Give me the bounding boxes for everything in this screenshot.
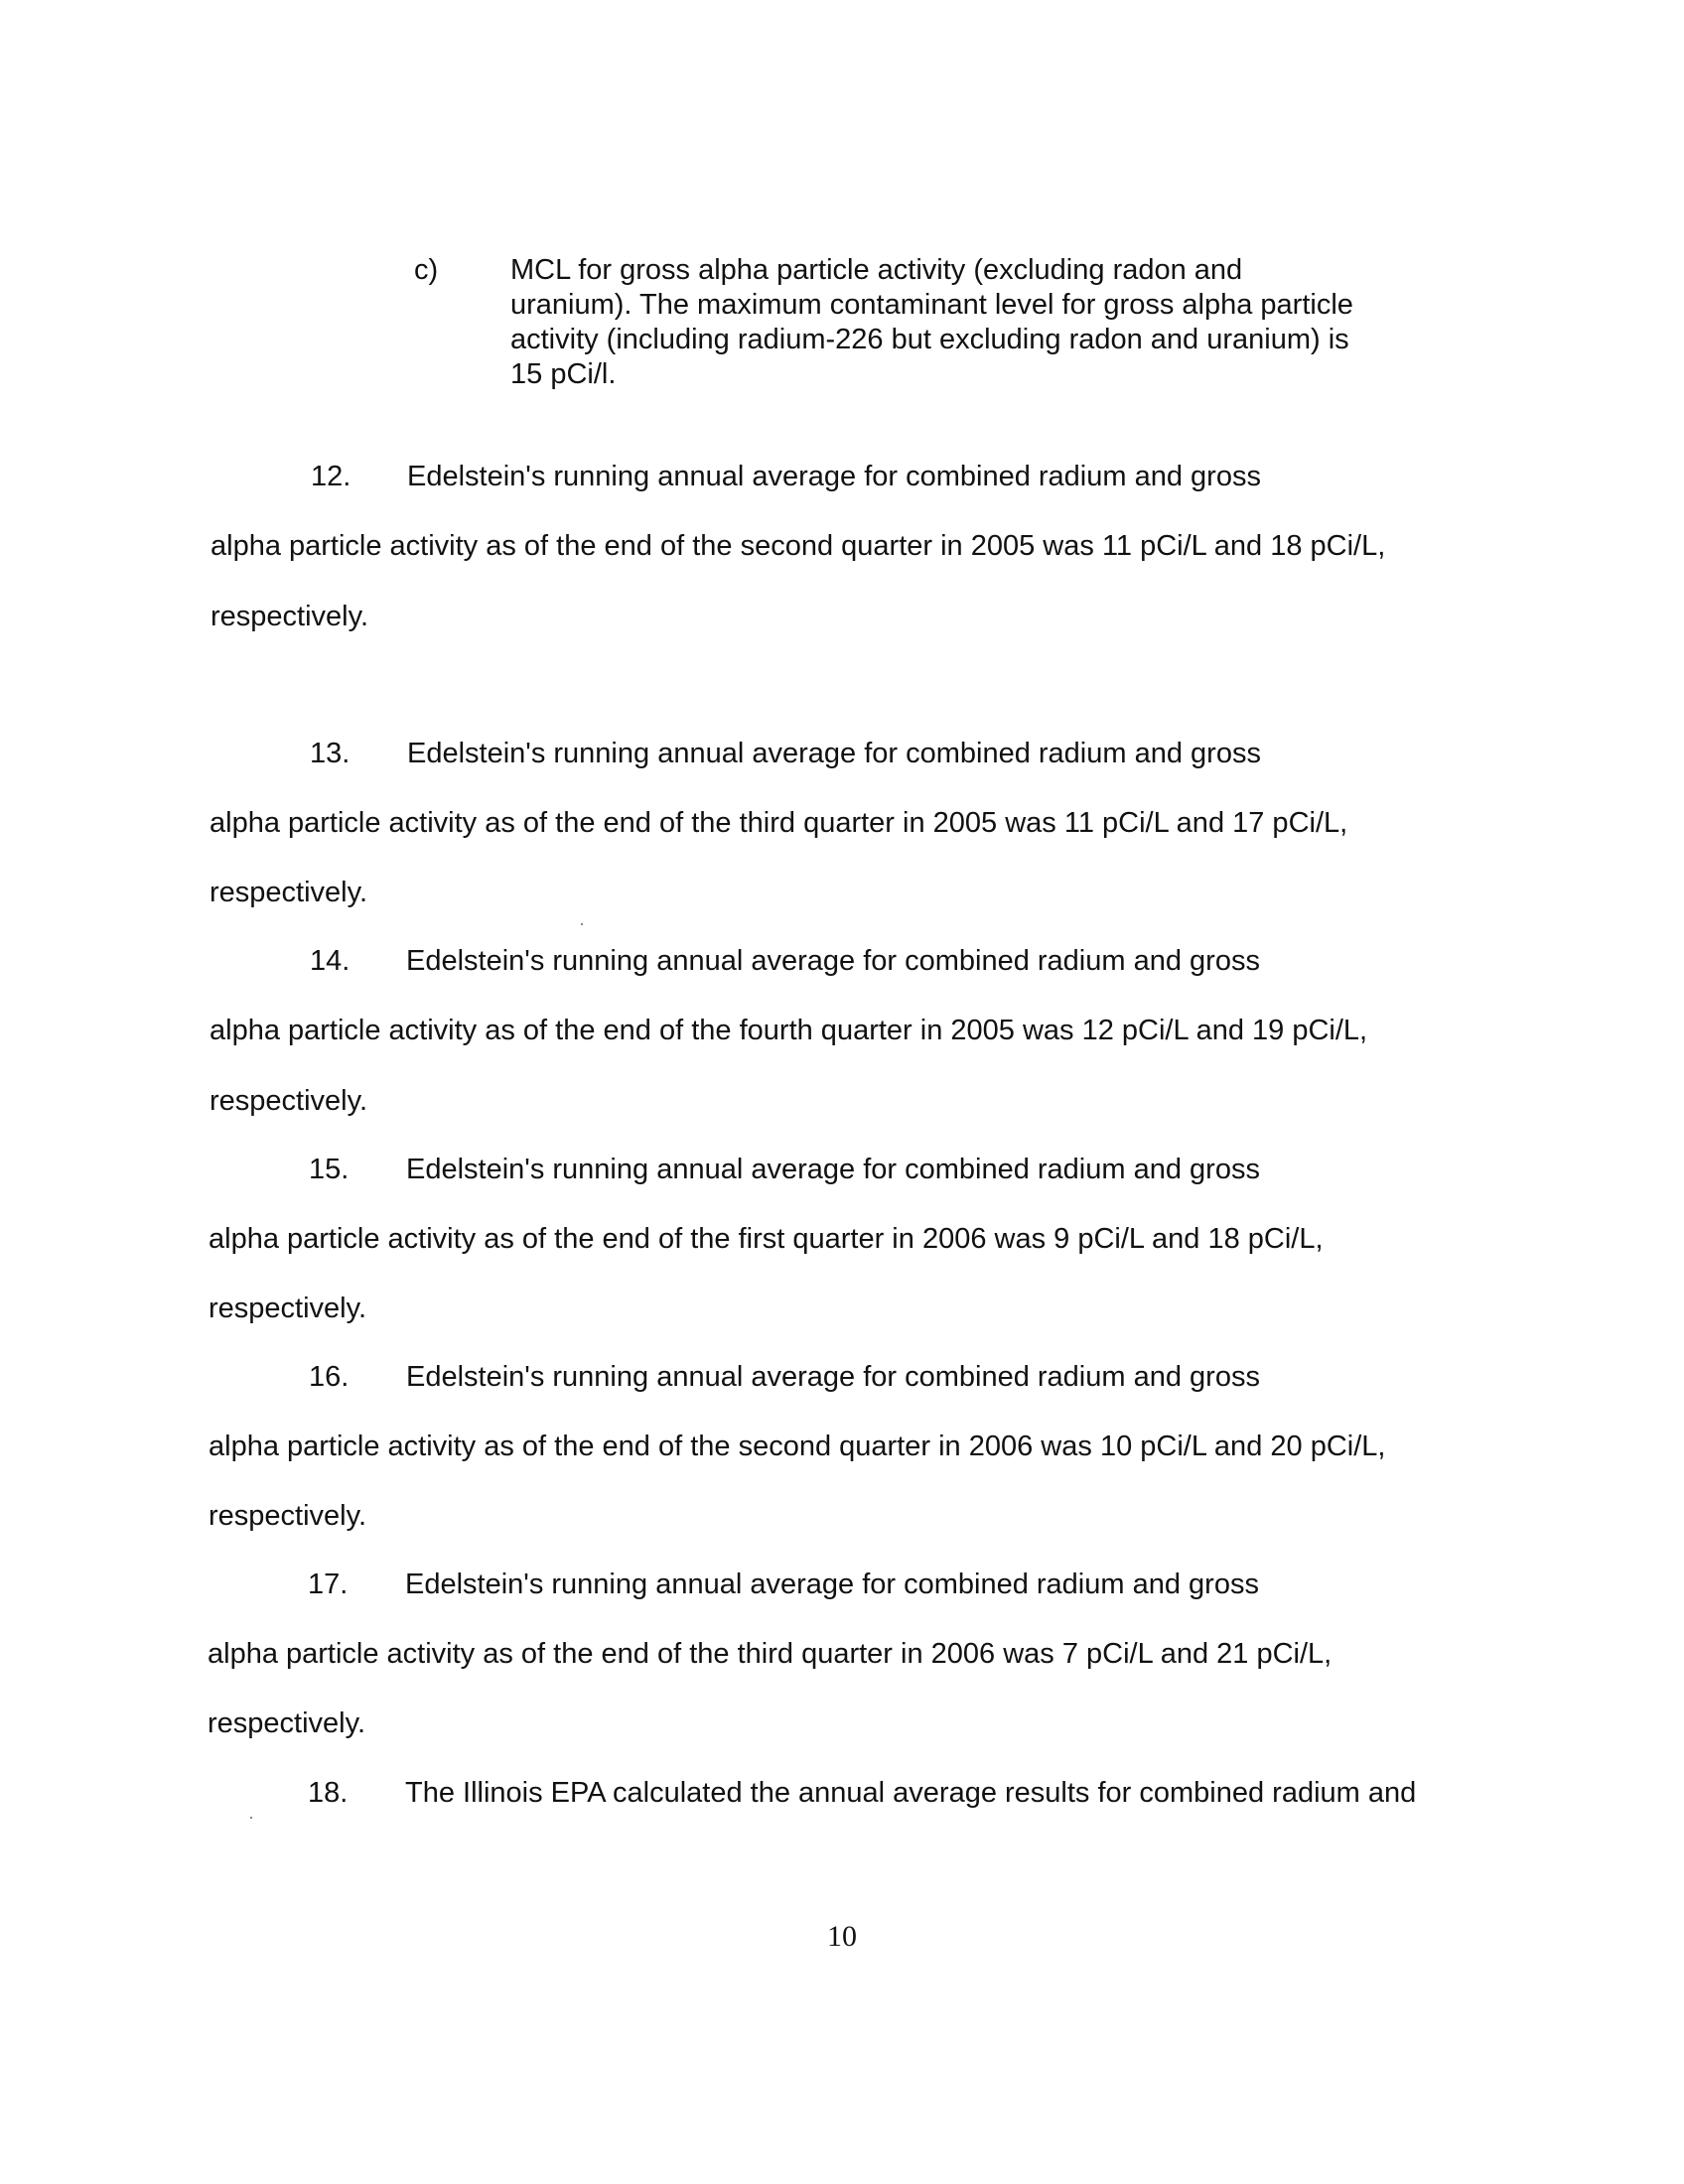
quote-line: MCL for gross alpha particle activity (excluding radon and	[510, 254, 1243, 286]
paragraph-number: 14.	[310, 945, 351, 977]
paragraph-line: alpha particle activity as of the end of the second quarter in 2006 was 10 pCi/L and 20 pCi/L,	[209, 1431, 1386, 1462]
paragraph-line: alpha particle activity as of the end of the second quarter in 2005 was 11 pCi/L and 18 pCi/L,	[210, 530, 1386, 562]
quote-line: activity (including radium-226 but excluding radon and uranium) is	[510, 324, 1349, 355]
scan-speck	[581, 923, 583, 925]
paragraph-line: respectively.	[209, 1500, 367, 1532]
paragraph-line: alpha particle activity as of the end of the fourth quarter in 2005 was 12 pCi/L and 19 pCi/L,	[210, 1015, 1368, 1046]
paragraph-line: Edelstein's running annual average for combined radium and gross	[405, 1569, 1259, 1600]
paragraph-line: respectively.	[210, 1085, 368, 1117]
quote-line: 15 pCi/l.	[510, 358, 617, 390]
paragraph-number: 13.	[310, 738, 351, 769]
paragraph-line: Edelstein's running annual average for combined radium and gross	[407, 461, 1261, 492]
paragraph-number: 15.	[309, 1154, 350, 1185]
paragraph-line: Edelstein's running annual average for combined radium and gross	[407, 738, 1261, 769]
paragraph-line: alpha particle activity as of the end of the first quarter in 2006 was 9 pCi/L and 18 pCi/L,	[209, 1223, 1324, 1255]
paragraph-number: 18.	[308, 1777, 349, 1809]
quote-line: uranium). The maximum contaminant level for gross alpha particle	[510, 289, 1353, 321]
paragraph-number: 12.	[311, 461, 351, 492]
paragraph-line: respectively.	[209, 1293, 367, 1324]
paragraph-line: alpha particle activity as of the end of the third quarter in 2005 was 11 pCi/L and 17 pCi/L,	[210, 807, 1348, 839]
paragraph-number: 17.	[308, 1569, 349, 1600]
paragraph-line: respectively.	[208, 1707, 366, 1739]
quote-item-label: c)	[414, 254, 439, 286]
paragraph-line: respectively.	[210, 877, 368, 908]
paragraph-line: Edelstein's running annual average for combined radium and gross	[406, 1154, 1260, 1185]
scan-speck	[250, 1817, 252, 1819]
paragraph-line: Edelstein's running annual average for combined radium and gross	[406, 1361, 1260, 1393]
paragraph-line: Edelstein's running annual average for combined radium and gross	[406, 945, 1260, 977]
page-number: 10	[827, 1920, 857, 1953]
paragraph-number: 16.	[309, 1361, 350, 1393]
paragraph-line: The Illinois EPA calculated the annual average results for combined radium and	[405, 1777, 1417, 1809]
paragraph-line: alpha particle activity as of the end of the third quarter in 2006 was 7 pCi/L and 21 pCi/L,	[208, 1638, 1333, 1670]
paragraph-line: respectively.	[210, 601, 369, 632]
